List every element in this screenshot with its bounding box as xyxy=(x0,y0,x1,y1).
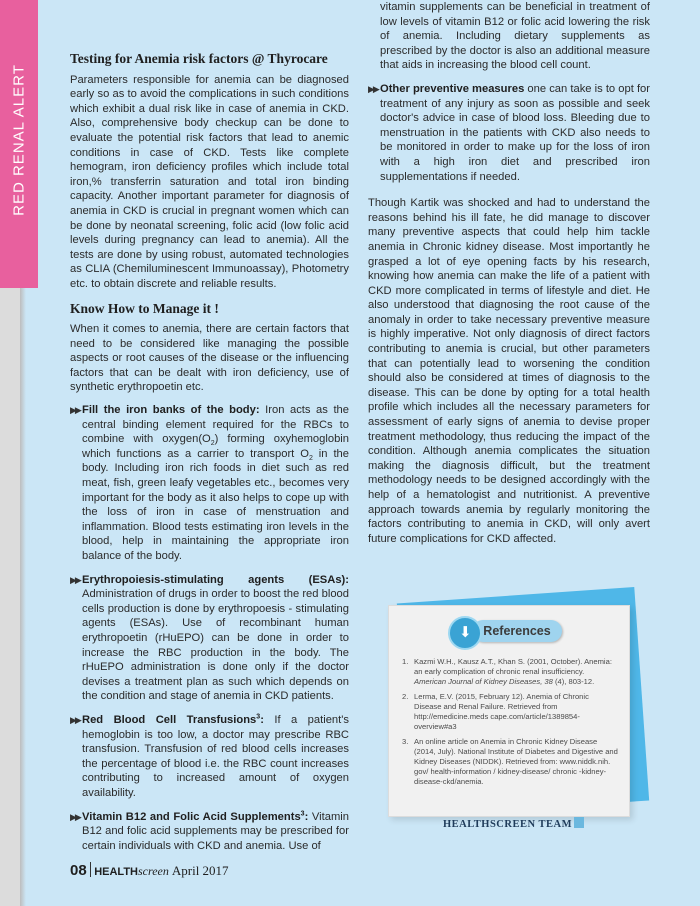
paragraph-manage: When it comes to anemia, there are certain factors that need to be considered like managing the possible aspects or root causes of the disease or the influencing factors that can be dealt with iron deficiency, use of synthetic erythropoetin etc. xyxy=(70,323,349,394)
page-number: 08 xyxy=(70,862,87,879)
references-header xyxy=(448,616,568,642)
bullet-vitamin-title: Vitamin B12 and Folic Acid Supplements$^3$: xyxy=(82,809,309,823)
reference-number: 2. xyxy=(402,692,409,701)
references-list xyxy=(402,657,618,792)
paragraph-testing: Parameters responsible for anemia can be diagnosed early so as to avoid the complications in such conditions which exhibit a dual risk like in case of anemia in CKD. Also, comprehensive body checkup can be done to evaluate the potential risk factors that lead to anemic conditions in case of CKD. Tests like complete hemogram, iron deficiency profiles which include total iron,% transferrin saturation and total iron binding capacity. Another important parameter for diagnosis of anemia in CKD is crucial in pregnant women which can be done by neonatal screening, folic acid (low folic acid levels during pregnancy can lead to anemia). All the tests are done by using robust, automated technologies as CLIA (Chemiluminescent Immunoassay), Photometry etc. to obtain discrete and reliable results. xyxy=(70,73,349,290)
footer-date: April 2017 xyxy=(171,863,229,878)
footer-brand-italic: screen xyxy=(137,864,169,878)
side-strip xyxy=(0,288,20,906)
bullet-preventive-title: Other preventive measures xyxy=(380,82,525,95)
reference-text: Kazmi W.H., Kausz A.T., Khan S. (2001, October). Anemia: an early complication of chronic renal insufficiency. xyxy=(414,657,612,676)
reference-item xyxy=(402,737,618,787)
bullet-vitamin-cont: vitamin supplements can be beneficial in treatment of low levels of vitamin B12 or folic acid lowering the risk of anemia. Including dietary supplements as prescribed by the doctor is also an additional measure that aids in increasing the blood cell count. xyxy=(380,1,650,72)
brand-square-icon xyxy=(574,817,584,828)
references-title: References xyxy=(483,624,551,638)
footer-brand-bold: HEALTH xyxy=(94,866,138,878)
bullet-transfusion: ▶▶ Red Blood Cell Transfusions$^3$: If a patient's hemoglobin is too low, a doctor may prescribe RBC transfusion. Transfusion of red blood cells increases the percentage of blood i.e. the RBC count increases contributing to increased amount of oxygen availability. xyxy=(70,713,349,799)
page-footer xyxy=(70,862,229,880)
reference-text: An online article on Anemia in Chronic Kidney Disease (2014, July). National Institute of Diabetes and Digestive and Kidney Diseases (NIDDK). Retrieved from: www.niddk.nih. gov/ health-information / kidney-disease/ chronic -kidney-disease-ckd/anemia. xyxy=(414,737,618,786)
bullet-esa-title: Erythropoiesis-stimulating agents (ESAs): xyxy=(82,573,349,586)
reference-text: Lerma, E.V. (2015, February 12). Anemia of Chronic Disease and Renal Failure. Retrieved from http://emedicine.meds cape.com/article/1389854-overview#a3 xyxy=(414,692,589,731)
heading-testing: Testing for Anemia risk factors @ Thyrocare xyxy=(70,51,328,66)
bullet-vitamin: ▶▶ Vitamin B12 and Folic Acid Supplements$^3$: Vitamin B12 and folic acid supplements may be prescribed for certain individuals with CKD and anemia. Use of xyxy=(70,809,349,852)
double-arrow-icon: ▶▶ xyxy=(70,574,80,585)
bullet-esa: ▶▶ Erythropoiesis-stimulating agents (ESAs): Administration of drugs in order to boost the red blood cells production is done by erythropoesis - stimulating agents (ESAs). Use of recombinant human erythropoetin (rHuEPO) can be done in order to increase the RBC production in the body. The rHuEPO administration is done only if the doctor devises a treatment plan as such which depends on the condition and stage of anemia in CKD patients. xyxy=(70,573,349,703)
side-strip-shadow xyxy=(20,288,26,906)
bullet-preventive: ▶▶ Other preventive measures one can take is to opt for treatment of any injury as soon as possible and seek doctor's advice in case of blood loss. Bleeding due to menstruation in the patients with CKD also needs to be monitored in order to make up for the loss of iron with a high iron diet and prescribed iron supplementations if needed. xyxy=(368,82,651,183)
reference-item xyxy=(402,692,618,732)
double-arrow-icon: ▶▶ xyxy=(70,405,80,416)
heading-manage: Know How to Manage it ! xyxy=(70,300,219,316)
double-arrow-icon: ▶▶ xyxy=(70,714,80,725)
bullet-transfusion-title: Red Blood Cell Transfusions$^3$: xyxy=(82,713,264,726)
double-arrow-icon: ▶▶ xyxy=(368,83,378,94)
reference-tail: (4), 803-12. xyxy=(552,677,595,686)
down-arrow-circle-icon: ⬇ xyxy=(448,616,482,650)
double-arrow-icon: ▶▶ xyxy=(70,811,80,822)
reference-number: 1. xyxy=(402,657,409,666)
right-column xyxy=(368,0,650,554)
paragraph-kartik: Though Kartik was shocked and had to understand the reasons behind his ill fate, he did manage to discover many preventive aspects that could help him tackle anemia in Chronic kidney disease. Most importantly he grasped a lot of eye opening facts by his research, knowing how anemia can make the life of a patient with CKD more complicated in terms of lifestyle and diet. He also understood that diagnosing the root cause of the anomaly in order to take necessary preventive measure is highly imperative. Not only diagnosis of direct factors contributing to anemia is crucial, but other parameters that can potentially lead to worsening the condition should also be considered at times of diagnosis to the disease. This can be done by opting for a total health profile which includes all the necessary parameters for assessment of early signs of anemia to devise proper treatment methodology, thus reducing the impact of the condition. Although anemia complicates the situation making the diagnosis difficult, but the treatment methodology needs to be designed accordingly with the help of a hematologist and nutritionist. A preventive approach towards anemia by regularly monitoring the factors contributing to anemia in CKD, will only avert future complications for CKD affected. xyxy=(368,197,650,545)
reference-journal: American Journal of Kidney Diseases, 38 xyxy=(414,677,553,686)
reference-item xyxy=(402,657,618,687)
footer-divider xyxy=(90,862,92,877)
bullet-iron: ▶▶ Fill the iron banks of the body: Iron acts as the central binding element required for the RBCs to combine with $oxygen(O_2)$ forming oxyhemoglobin which functions as a carrier to transport $O_2$ in the body. Including iron rich foods in diet such as red meat, fish, green leafy vegetables etc., becomes very important for the body as it also helps to cope up with the loss of iron in case of menstruation and inflammation. Blood tests estimating iron levels in the blood, help in maintaining the appropriate iron balance of the body. xyxy=(70,404,349,562)
left-column xyxy=(70,46,349,862)
reference-number: 3. xyxy=(402,737,409,746)
references-title-pill xyxy=(472,620,562,642)
bullet-iron-title: Fill the iron banks of the body: xyxy=(82,404,260,417)
byline: HEALTHSCREEN TEAM xyxy=(443,817,584,830)
section-tab xyxy=(0,0,38,288)
section-label: RED RENAL ALERT xyxy=(10,64,28,216)
